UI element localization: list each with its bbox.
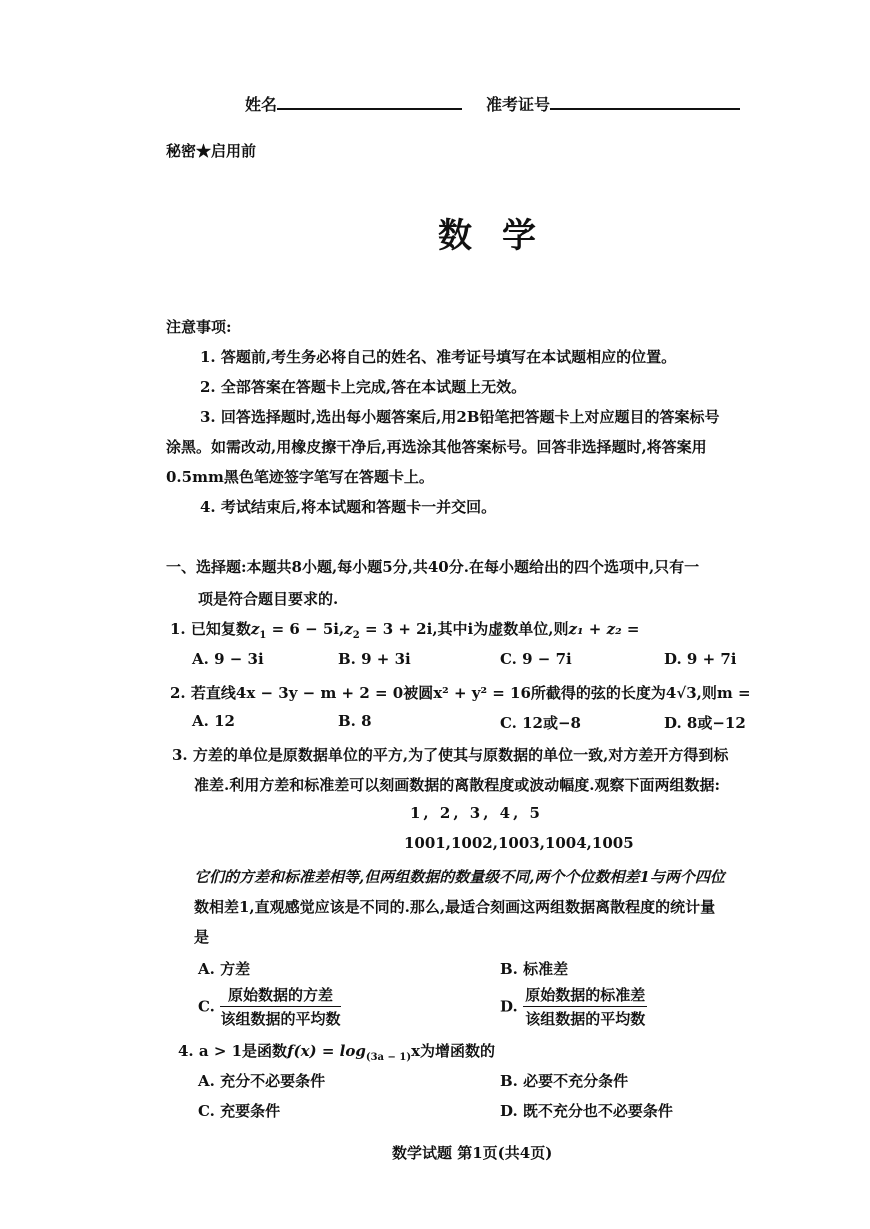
- question-3-line-2: 准差.利用方差和标准差可以刻画数据的离散程度或波动幅度.观察下面两组数据:: [194, 776, 720, 794]
- note-4: 4. 考试结束后,将本试题和答题卡一并交回。: [200, 498, 497, 516]
- note-3-line-3: 0.5mm黑色笔迹签字笔写在答题卡上。: [166, 468, 434, 486]
- q2-option-c: C. 12或−8: [500, 714, 581, 732]
- q1-z1: z: [250, 620, 260, 638]
- q2-option-a: A. 12: [192, 712, 235, 730]
- q1-option-d: D. 9 + 7i: [664, 650, 737, 668]
- secret-mark: 秘密★启用前: [166, 142, 257, 160]
- q1-option-a: A. 9 − 3i: [192, 650, 264, 668]
- q1-eq2: = 3 + 2i,其中i为虚数单位,则: [359, 620, 569, 638]
- q3-option-b: B. 标准差: [500, 960, 569, 978]
- q4-option-c: C. 充要条件: [198, 1102, 281, 1120]
- q1-option-b: B. 9 + 3i: [338, 650, 411, 668]
- section-1-heading: 一、选择题:本题共8小题,每小题5分,共40分.在每小题给出的四个选项中,只有一: [166, 558, 700, 576]
- question-3-line-4: 数相差1,直观感觉应该是不同的.那么,最适合刻画这两组数据离散程度的统计量: [194, 898, 716, 916]
- question-3-line-1: 3. 方差的单位是原数据单位的平方,为了使其与原数据的单位一致,对方差开方得到标: [172, 746, 729, 764]
- q3-option-c-denominator: 该组数据的平均数: [220, 1010, 341, 1028]
- q3-option-c-numerator: 原始数据的方差: [220, 984, 340, 1007]
- q3-option-c: [198, 984, 341, 1029]
- question-3-line-3: 它们的方差和标准差相等,但两组数据的数量级不同,两个个位数相差1与两个四位: [194, 868, 725, 886]
- q3-option-d-numerator: 原始数据的标准差: [523, 984, 647, 1007]
- q3-option-d: [500, 984, 647, 1029]
- question-1: 1. 已知复数$z_1 = 6 - 5i,z_2 = 3 + 2i$,其中i为虚数单位,则z₁ + z₂ =: [170, 620, 640, 641]
- q3-data-set-2: 1001,1002,1003,1004,1005: [404, 834, 634, 852]
- question-3-line-5: 是: [194, 928, 210, 946]
- section-1-heading-cont: 项是符合题目要求的.: [198, 590, 339, 608]
- q1-sum: z₁ + z₂ =: [568, 620, 640, 638]
- q4-log-base: (3a − 1): [365, 1052, 412, 1063]
- name-blank: [277, 90, 462, 110]
- q1-prefix: 1. 已知复数: [170, 620, 251, 638]
- q4-text-c: x为增函数的: [411, 1042, 496, 1060]
- q3-option-a: A. 方差: [198, 960, 251, 978]
- q4-text-a: 4. a > 1是函数: [178, 1042, 288, 1060]
- q4-option-a: A. 充分不必要条件: [198, 1072, 326, 1090]
- q4-option-d: D. 既不充分也不必要条件: [500, 1102, 673, 1120]
- name-label: 姓名: [245, 95, 278, 114]
- page-title: 数学: [438, 216, 566, 256]
- q2-option-b: B. 8: [338, 712, 372, 730]
- q1-z2: z: [344, 620, 353, 638]
- note-3-line-2: 涂黑。如需改动,用橡皮擦干净后,再选涂其他答案标号。回答非选择题时,将答案用: [166, 438, 707, 456]
- note-1: 1. 答题前,考生务必将自己的姓名、准考证号填写在本试题相应的位置。: [200, 348, 677, 366]
- q3-data-set-1: 1, 2, 3, 4, 5: [410, 804, 543, 822]
- note-2: 2. 全部答案在答题卡上完成,答在本试题上无效。: [200, 378, 527, 396]
- page-footer: 数学试题 第1页(共4页): [392, 1144, 553, 1162]
- exam-id-label: 准考证号: [486, 95, 551, 114]
- q2-option-d: D. 8或−12: [664, 714, 746, 732]
- q3-option-d-label: D.: [500, 997, 518, 1016]
- note-3-line-1: 3. 回答选择题时,选出每小题答案后,用2B铅笔把答题卡上对应题目的答案标号: [200, 408, 720, 426]
- q3-option-c-fraction: [220, 984, 340, 1029]
- q3-option-d-denominator: 该组数据的平均数: [525, 1010, 646, 1028]
- q4-option-b: B. 必要不充分条件: [500, 1072, 629, 1090]
- question-4: [178, 1040, 495, 1063]
- q1-option-c: C. 9 − 7i: [500, 650, 572, 668]
- exam-id-blank: [550, 90, 740, 110]
- question-2: 2. 若直线4x − 3y − m + 2 = 0被圆x² + y² = 16所截得的弦的长度为4√3,则m =: [170, 684, 751, 702]
- q3-option-c-label: C.: [198, 997, 215, 1016]
- name-field: [245, 90, 462, 115]
- exam-id-field: [486, 90, 740, 115]
- notes-heading: 注意事项:: [166, 318, 232, 336]
- q1-eq1: = 6 − 5i,: [266, 620, 345, 638]
- q3-option-d-fraction: [523, 984, 647, 1029]
- q4-function: f(x) = log: [287, 1042, 366, 1060]
